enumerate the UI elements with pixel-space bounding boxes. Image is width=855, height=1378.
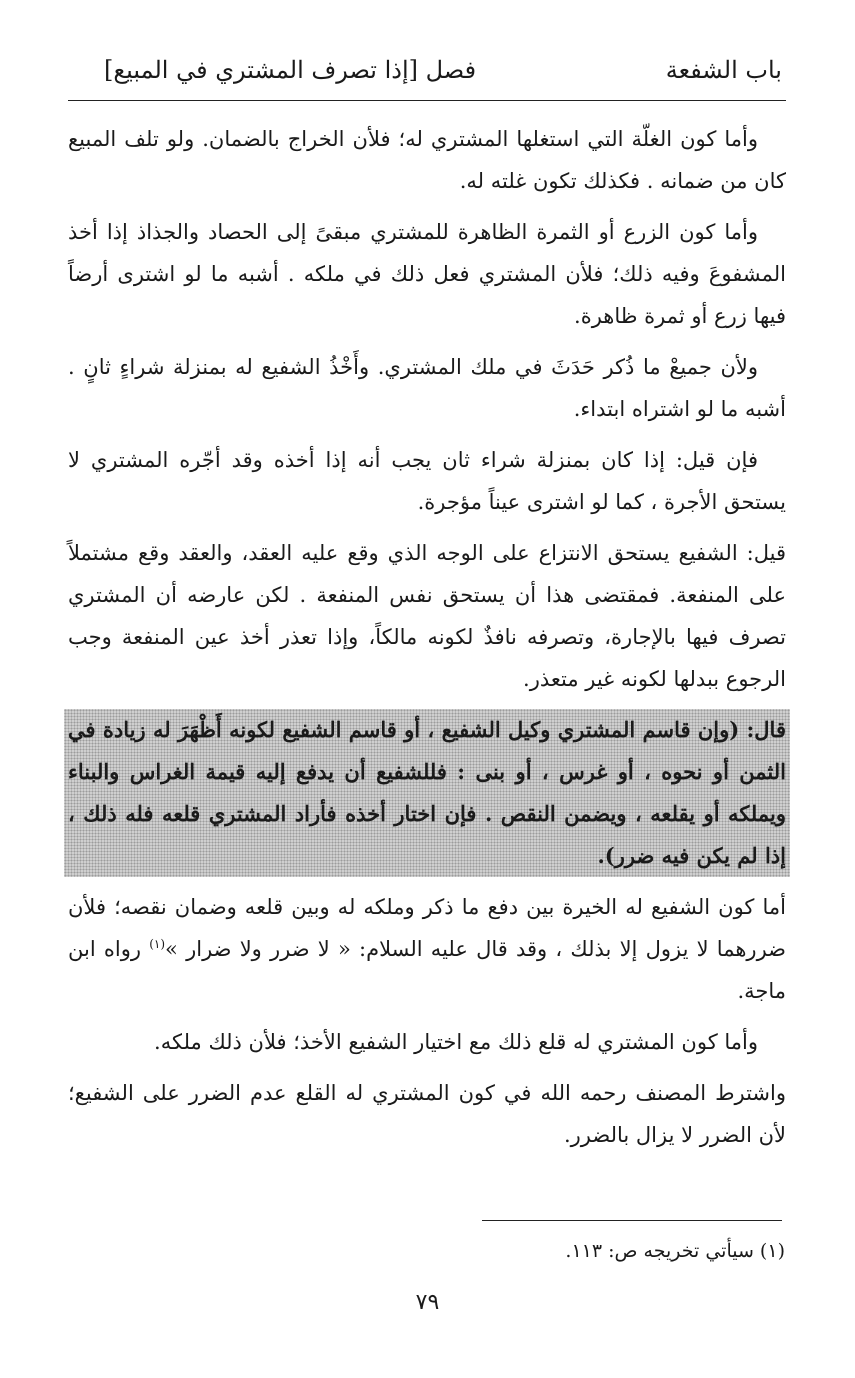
paragraph: ولأن جميعْ ما ذُكر حَدَثَ في ملك المشتري. وأَخْذُ الشفيع له بمنزلة شراءٍ ثانٍ . أشبه ما لو اشتراه ابتداء. xyxy=(68,355,786,421)
footnote-divider xyxy=(482,1220,782,1221)
paragraph: فإن قيل: إذا كان بمنزلة شراء ثان يجب أنه إذا أخذه وقد أجّره المشتري لا يستحق الأجرة ، كما لو اشترى عيناً مؤجرة. xyxy=(68,448,786,514)
paragraph: وأما كون المشتري له قلع ذلك مع اختيار الشفيع الأخذ؛ فلأن ذلك ملكه. xyxy=(154,1030,758,1054)
paragraph: قيل: الشفيع يستحق الانتزاع على الوجه الذي وقع عليه العقد، والعقد وقع مشتملاً على المنفعة. فمقتضى هذا أن يستحق نفس المنفعة . لكن عارضه أن المشتري تصرف فيها بالإجارة، وتصرفه نافذٌ لكونه مالكاً، وإذا تعذر أخذ عين المنفعة وجب الرجوع ببدلها لكونه غير متعذر. xyxy=(68,541,786,691)
running-header xyxy=(68,50,786,101)
paragraph: وأما كون الغلّة التي استغلها المشتري له؛ فلأن الخراج بالضمان. ولو تلف المبيع كان من ضمانه . فكذلك تكون غلته له. xyxy=(68,127,786,193)
paragraph: وأما كون الزرع أو الثمرة الظاهرة للمشتري مبقىً إلى الحصاد والجذاذ إذا أخذ المشفوعَ وفيه ذلك؛ فلأن المشتري فعل ذلك في ملكه . أشبه ما لو اشترى أرضاً فيها زرع أو ثمرة ظاهرة. xyxy=(68,220,786,328)
page-body xyxy=(68,118,786,1165)
paragraph-text: أما كون الشفيع له الخيرة بين دفع ما ذكر وملكه له وبين قلعه وضمان نقصه؛ فلأن ضررهما لا يزول إلا بذلك ، وقد قال عليه السلام: « لا ضرر ولا ضرار » xyxy=(68,895,786,961)
page-number: ٧٩ xyxy=(415,1290,440,1315)
paragraph: واشترط المصنف رحمه الله في كون المشتري له القلع عدم الضرر على الشفيع؛ لأن الضرر لا يزال بالضرر. xyxy=(68,1081,786,1147)
section-title: فصل [إذا تصرف المشتري في المبيع] xyxy=(104,56,477,84)
paragraph-text: رواه ابن ماجة. xyxy=(68,937,786,1003)
footnote-reference[interactable]: (١) xyxy=(149,937,166,951)
footnote: (١) سيأتي تخريجه ص: ١١٣. xyxy=(565,1240,785,1262)
chapter-title: باب الشفعة xyxy=(665,56,782,84)
paragraph xyxy=(68,886,786,1012)
matn-highlighted-text: قال: (وإن قاسم المشتري وكيل الشفيع ، أو قاسم الشفيع لكونه أَظْهَرَ له زيادة في الثمن أو نحوه ، أو غرس ، أو بنى : فللشفيع أن يدفع إليه قيمة الغراس والبناء ويملكه أو يقلعه ، ويضمن النقص . فإن اختار أخذه فأراد المشتري قلعه فله ذلك ، إذا لم يكن فيه ضرر). xyxy=(64,709,790,877)
